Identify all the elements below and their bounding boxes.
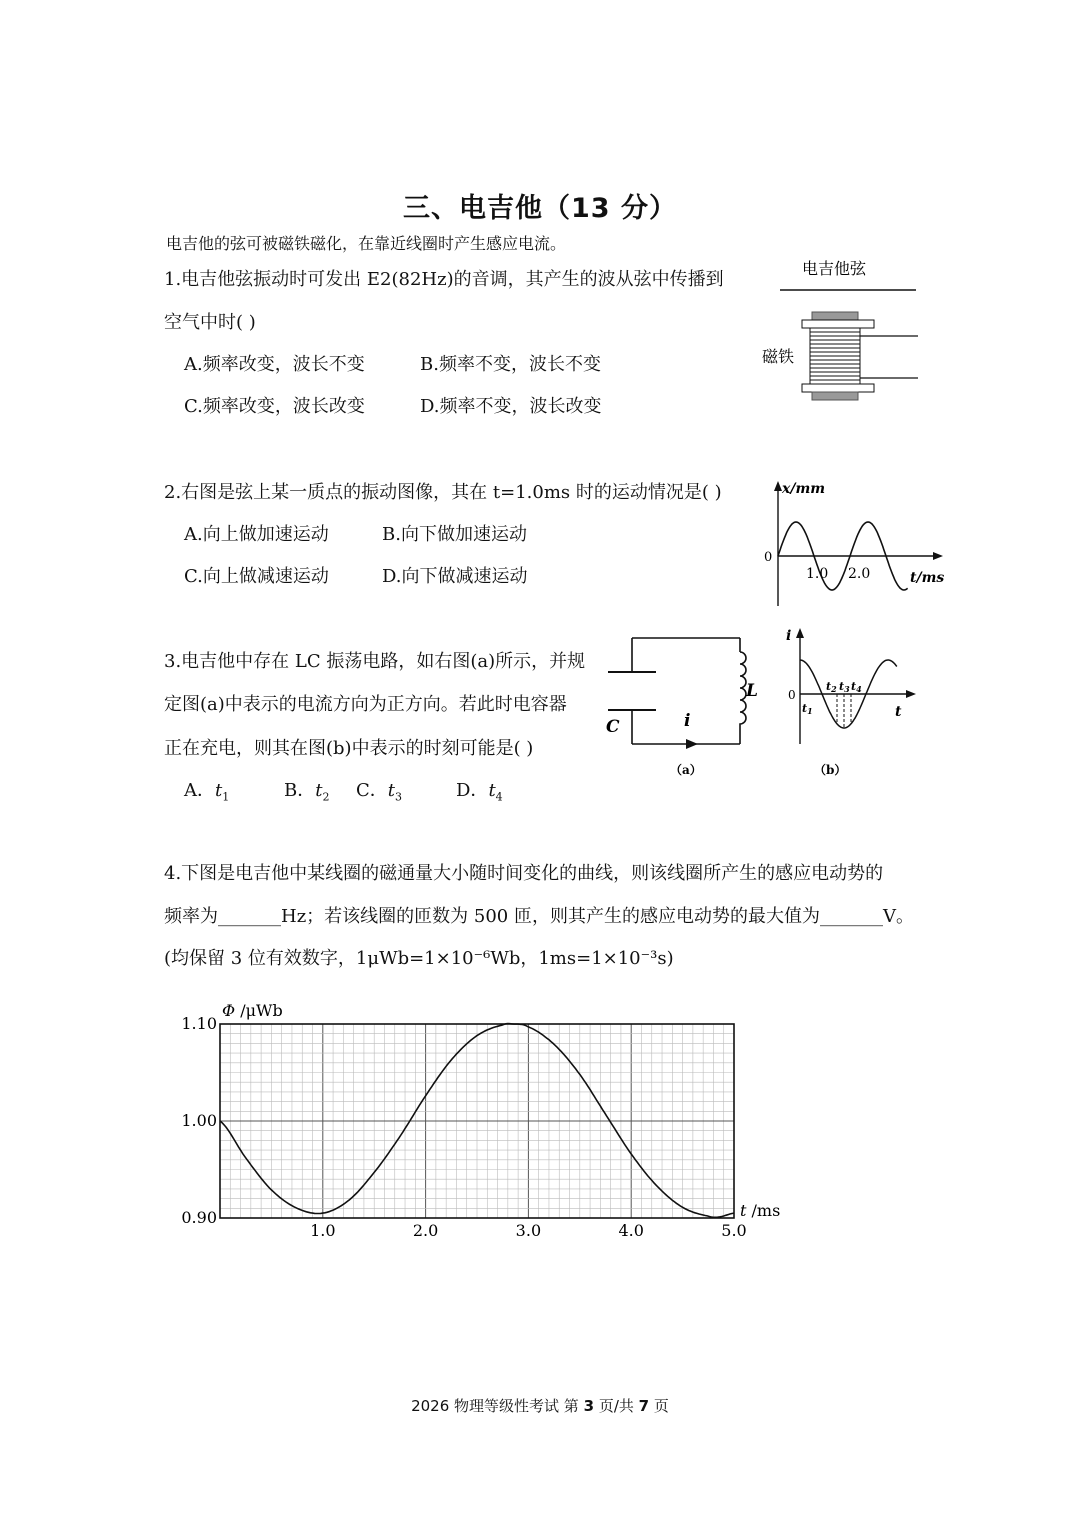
q2-option-c: C.向上做减速运动 (184, 566, 329, 587)
current-label: i (684, 711, 691, 731)
q3-option-d: D．$t_4$ (456, 780, 503, 804)
footer-mid: 页/共 (598, 1397, 634, 1415)
q3-stem-line1: 3.电吉他中存在 LC 振荡电路，如右图(a)所示，并规 (164, 651, 586, 672)
footer-total-pages: 7 (638, 1397, 650, 1415)
b-x-label: t (895, 704, 902, 720)
footer-page-number: 3 (583, 1397, 595, 1415)
t3-label: t3 (839, 680, 850, 694)
magnet-bottom-cap (812, 392, 858, 400)
y-label: x/mm (782, 481, 826, 497)
b-y-label: i (786, 628, 792, 644)
q3-stem-line3: 正在充电，则其在图(b)中表示的时刻可能是( ) (164, 738, 534, 759)
q1-option-a: A.频率改变，波长不变 (184, 354, 365, 375)
t4-label: t4 (851, 680, 862, 694)
q4-stem-line3: (均保留 3 位有效数字，1μWb=1×10⁻⁶Wb，1ms=1×10⁻³s) (164, 948, 674, 969)
t1-label: t1 (802, 702, 813, 716)
q2-option-a: A.向上做加速运动 (184, 524, 329, 545)
q1-option-c: C.频率改变，波长改变 (184, 396, 365, 417)
figure-b-caption: （b） (814, 763, 847, 777)
y-axis-label: Φ /μWb (222, 1001, 283, 1020)
chart-minor-grid (220, 1024, 734, 1218)
x-axis-arrow (933, 552, 943, 560)
b-x-axis-arrow (906, 690, 916, 698)
x-tick-label: 2.0 (412, 1221, 439, 1240)
flux-time-chart (170, 996, 790, 1246)
q3-option-b: B．$t_2$ (284, 780, 330, 804)
current-time-graph (780, 624, 920, 780)
tick-label-2: 2.0 (848, 566, 871, 582)
section-title: 三、电吉他（13 分） (403, 193, 677, 224)
x-tick-label: 4.0 (618, 1221, 644, 1240)
t2-label: t2 (826, 680, 837, 694)
q3-stem-line2: 定图(a)中表示的电流方向为正方向。若此时电容器 (164, 694, 567, 715)
q4-stem-line2: 频率为_______Hz；若该线圈的匝数为 500 匝，则其产生的感应电动势的最大值为_______V。 (164, 906, 914, 927)
q1-stem-line2: 空气中时( ) (164, 312, 256, 333)
q3-option-a: A．$t_1$ (184, 780, 230, 804)
coil-top-flange (802, 320, 874, 328)
b-y-axis-arrow (796, 628, 804, 638)
capacitor-label: C (606, 717, 620, 737)
coil-windings (810, 328, 860, 384)
q2-option-d: D.向下做减速运动 (382, 566, 528, 587)
lc-circuit-figure (600, 628, 760, 780)
origin-label: 0 (764, 550, 773, 565)
x-tick-label: 5.0 (721, 1221, 747, 1240)
string-label: 电吉他弦 (802, 259, 867, 278)
q1-pickup-figure (756, 252, 926, 412)
page-footer (0, 1395, 1080, 1416)
y-axis-arrow (774, 481, 782, 491)
magnet-top-cap (812, 312, 858, 320)
current-arrow (686, 739, 698, 749)
q2-vibration-graph (756, 476, 956, 610)
q4-stem-line1: 4.下图是电吉他中某线圈的磁通量大小随时间变化的曲线，则该线圈所产生的感应电动势的 (164, 863, 884, 884)
y-tick-label: 1.10 (181, 1014, 217, 1033)
q2-stem: 2.右图是弦上某一质点的振动图像，其在 t=1.0ms 时的运动情况是( ) (164, 482, 722, 503)
y-tick-label: 0.90 (181, 1208, 217, 1227)
x-tick-label: 3.0 (515, 1221, 542, 1240)
x-label: t/ms (910, 570, 945, 586)
footer-suffix: 页 (653, 1397, 669, 1415)
q2-option-b: B.向下做加速运动 (382, 524, 527, 545)
intro-text: 电吉他的弦可被磁铁磁化，在靠近线圈时产生感应电流。 (166, 234, 567, 253)
q1-option-b: B.频率不变，波长不变 (420, 354, 601, 375)
inductor-label: L (746, 681, 758, 701)
x-tick-label: 1.0 (310, 1221, 336, 1240)
b-origin-label: 0 (788, 688, 796, 702)
x-axis-label: t /ms (740, 1201, 781, 1220)
magnet-label: 磁铁 (762, 347, 795, 366)
y-tick-label: 1.00 (181, 1111, 217, 1130)
q1-option-d: D.频率不变，波长改变 (420, 396, 602, 417)
q1-stem-line1: 1.电吉他弦振动时可发出 E2(82Hz)的音调，其产生的波从弦中传播到 (164, 269, 724, 290)
footer-prefix: 2026 物理等级性考试 第 (411, 1397, 579, 1415)
figure-a-caption: （a） (670, 763, 702, 777)
q3-option-c: C．$t_3$ (356, 780, 403, 804)
coil-bottom-flange (802, 384, 874, 392)
tick-label-1: 1.0 (806, 566, 829, 582)
